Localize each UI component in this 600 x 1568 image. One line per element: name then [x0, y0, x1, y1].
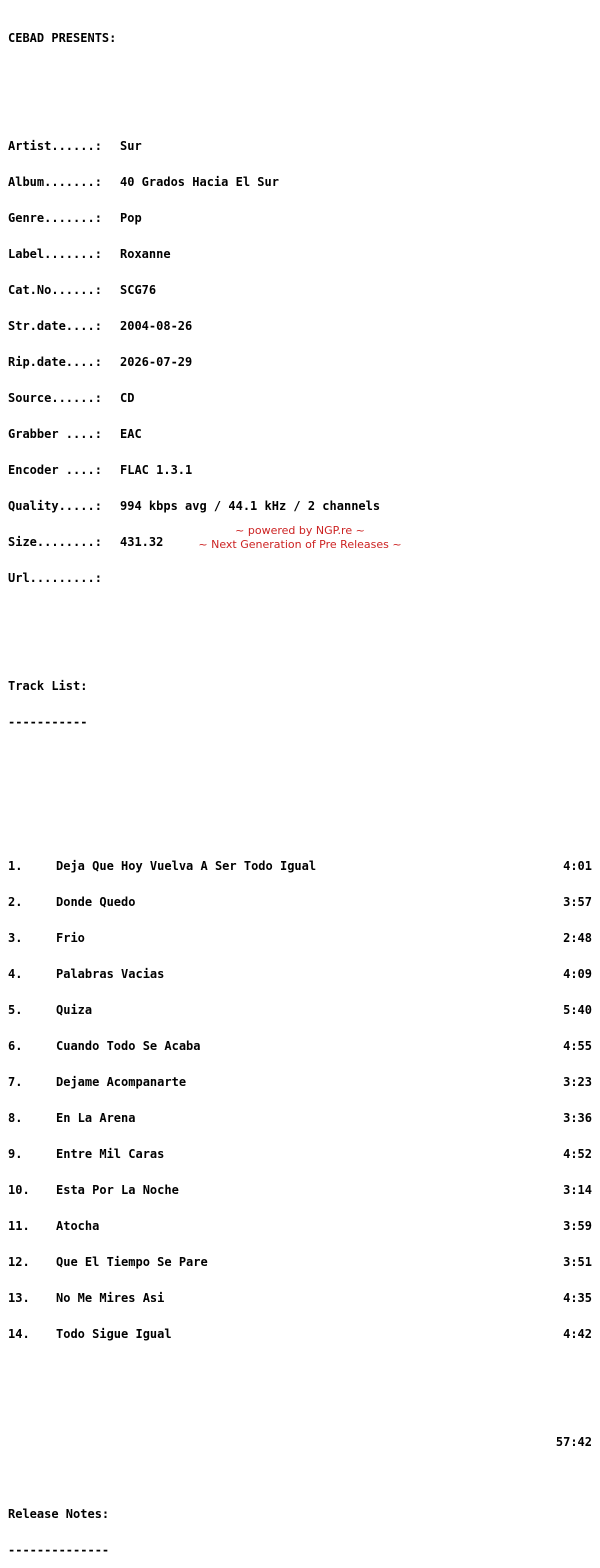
- track-duration: 3:23: [563, 1075, 592, 1089]
- track-number: 2.: [8, 895, 23, 909]
- track-number: 3.: [8, 931, 23, 945]
- spacer: [8, 1472, 592, 1484]
- info-row-rip-date: [8, 356, 592, 368]
- info-value: SCG76: [120, 283, 157, 297]
- track-duration: 4:52: [563, 1147, 592, 1161]
- track-row: [8, 896, 592, 908]
- track-row: [8, 1112, 592, 1124]
- info-key: Grabber ....:: [8, 427, 102, 441]
- info-row-url: [8, 572, 592, 584]
- track-row: [8, 1076, 592, 1088]
- track-number: 7.: [8, 1075, 23, 1089]
- track-row: [8, 932, 592, 944]
- footer-powered-by: ~ powered by NGP.re ~: [235, 524, 365, 537]
- info-row-quality: [8, 500, 592, 512]
- info-key: Label.......:: [8, 247, 102, 261]
- track-title: Donde Quedo: [56, 895, 136, 909]
- track-row: [8, 1184, 592, 1196]
- info-key: Source......:: [8, 391, 102, 405]
- track-title: No Me Mires Asi: [56, 1291, 165, 1305]
- track-title: Deja Que Hoy Vuelva A Ser Todo Igual: [56, 859, 317, 873]
- info-value: Roxanne: [120, 247, 171, 261]
- track-number: 4.: [8, 967, 23, 981]
- track-duration: 5:40: [563, 1003, 592, 1017]
- track-duration: 3:14: [563, 1183, 592, 1197]
- track-title: Todo Sigue Igual: [56, 1327, 172, 1341]
- info-key: Cat.No......:: [8, 283, 102, 297]
- info-value: 2004-08-26: [120, 319, 193, 333]
- track-duration: 3:59: [563, 1219, 592, 1233]
- info-value: CD: [120, 391, 135, 405]
- track-row: [8, 1040, 592, 1052]
- info-row-artist: [8, 140, 592, 152]
- track-title: Cuando Todo Se Acaba: [56, 1039, 201, 1053]
- info-value: FLAC 1.3.1: [120, 463, 193, 477]
- track-number: 12.: [8, 1255, 30, 1269]
- total-duration-row: [8, 1436, 592, 1448]
- track-number: 11.: [8, 1219, 30, 1233]
- info-row-encoder: [8, 464, 592, 476]
- track-duration: 4:55: [563, 1039, 592, 1053]
- tracklist-heading: Track List:: [8, 679, 88, 693]
- info-key: Size........:: [8, 535, 102, 549]
- track-title: Esta Por La Noche: [56, 1183, 179, 1197]
- info-row-grabber: [8, 428, 592, 440]
- info-row-label: [8, 248, 592, 260]
- spacer: [8, 644, 592, 656]
- track-row: [8, 968, 592, 980]
- info-key: Str.date....:: [8, 319, 102, 333]
- track-list: [8, 836, 592, 1364]
- info-key: Rip.date....:: [8, 355, 102, 369]
- info-row-genre: [8, 212, 592, 224]
- track-row: [8, 1292, 592, 1304]
- track-number: 14.: [8, 1327, 30, 1341]
- info-value: 2026-07-29: [120, 355, 193, 369]
- info-row-str-date: [8, 320, 592, 332]
- track-duration: 3:51: [563, 1255, 592, 1269]
- track-row: [8, 1148, 592, 1160]
- track-number: 5.: [8, 1003, 23, 1017]
- info-row-catno: [8, 284, 592, 296]
- info-key: Quality.....:: [8, 499, 102, 513]
- release-notes-underline: --------------: [8, 1543, 110, 1557]
- info-value: EAC: [120, 427, 142, 441]
- spacer: [8, 752, 592, 764]
- spacer: [8, 1400, 592, 1412]
- track-duration: 3:36: [563, 1111, 592, 1125]
- info-key: Album.......:: [8, 175, 102, 189]
- track-row: [8, 860, 592, 872]
- info-value: 994 kbps avg / 44.1 kHz / 2 channels: [120, 499, 381, 513]
- track-row: [8, 1328, 592, 1340]
- info-value: Sur: [120, 139, 142, 153]
- track-duration: 3:57: [563, 895, 592, 909]
- info-row-source: [8, 392, 592, 404]
- track-number: 1.: [8, 859, 23, 873]
- track-duration: 2:48: [563, 931, 592, 945]
- release-notes-heading: Release Notes:: [8, 1507, 110, 1521]
- nfo-document: [8, 8, 592, 1568]
- track-number: 9.: [8, 1147, 23, 1161]
- track-title: Dejame Acompanarte: [56, 1075, 187, 1089]
- info-value: 40 Grados Hacia El Sur: [120, 175, 279, 189]
- spacer: [8, 788, 592, 800]
- track-number: 6.: [8, 1039, 23, 1053]
- header-title: CEBAD PRESENTS:: [8, 31, 117, 45]
- info-key: Encoder ....:: [8, 463, 102, 477]
- tracklist-underline: -----------: [8, 715, 88, 729]
- track-duration: 4:01: [563, 859, 592, 873]
- track-duration: 4:42: [563, 1327, 592, 1341]
- info-key: Genre.......:: [8, 211, 102, 225]
- info-row-album: [8, 176, 592, 188]
- track-duration: 4:09: [563, 967, 592, 981]
- track-duration: 4:35: [563, 1291, 592, 1305]
- track-title: Atocha: [56, 1219, 100, 1233]
- track-title: Quiza: [56, 1003, 93, 1017]
- footer-tagline: ~ Next Generation of Pre Releases ~: [198, 538, 402, 551]
- track-title: En La Arena: [56, 1111, 136, 1125]
- track-number: 13.: [8, 1291, 30, 1305]
- track-row: [8, 1004, 592, 1016]
- track-title: Que El Tiempo Se Pare: [56, 1255, 208, 1269]
- info-value: Pop: [120, 211, 142, 225]
- track-number: 8.: [8, 1111, 23, 1125]
- total-duration: 57:42: [555, 1435, 592, 1449]
- track-number: 10.: [8, 1183, 30, 1197]
- track-title: Frio: [56, 931, 85, 945]
- track-row: [8, 1220, 592, 1232]
- info-key: Artist......:: [8, 139, 102, 153]
- info-key: Url.........:: [8, 571, 102, 585]
- track-title: Palabras Vacias: [56, 967, 165, 981]
- footer: [0, 524, 600, 552]
- track-row: [8, 1256, 592, 1268]
- info-value: 431.32: [120, 535, 164, 549]
- spacer: [8, 68, 592, 80]
- track-title: Entre Mil Caras: [56, 1147, 165, 1161]
